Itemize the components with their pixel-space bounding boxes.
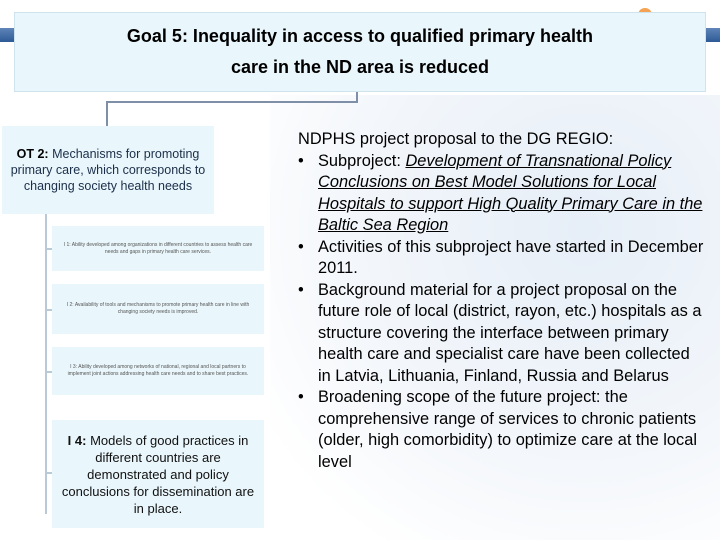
indicator-box-2 [52, 284, 264, 334]
connector-horizontal [106, 101, 358, 103]
ot-description: Mechanisms for promoting primary care, which corresponds to changing society health needs [10, 147, 206, 193]
bullet-text: Background material for a project proposal on the future role of local (district, rayon, etc.) hospitals as a structure covering the interface between primary health care and specialist care have been collected in Latvia, Lithuania, Finland, Russia and Belarus [318, 280, 702, 385]
indicator-text-3 [58, 364, 258, 378]
subproject-title: Development of Transnational Policy Conclusions on Best Model Solutions for Local Hospitals to support High Quality Primary Care in the Baltic Sea Region [318, 151, 703, 234]
proposal-heading: NDPHS project proposal to the DG REGIO: [298, 130, 614, 148]
indicator-label-2: I 2: [66, 302, 74, 308]
subproject-prefix: Subproject: [318, 151, 406, 170]
proposal-bullet-scope [296, 387, 706, 473]
ot-box [2, 126, 214, 214]
indicator-desc-1: Ability developed among organizations in different countries to assess health care needs and gaps in primary health care services. [71, 241, 253, 255]
bullet-text: Activities of this subproject have started in December 2011. [318, 237, 704, 277]
indicator-box-4 [52, 420, 264, 528]
bullet-icon: • [298, 388, 304, 406]
proposal-bullet-list [296, 151, 706, 474]
goal-title: Goal 5: Inequality in access to qualified primary health care in the ND area is reduced [126, 26, 594, 77]
indicator-label-4: I 4: [67, 432, 87, 448]
indicator-text-2 [58, 302, 258, 316]
branch-3 [45, 371, 52, 373]
bullet-icon: • [298, 237, 304, 256]
indicator-desc-4: Models of good practices in different countries are demonstrated and policy conclusions for dissemination are in place. [61, 432, 255, 516]
proposal-bullet-subproject [296, 151, 706, 237]
proposal-bullet-background [296, 280, 706, 388]
bullet-icon: • [298, 280, 304, 299]
proposal-bullet-activities [296, 237, 706, 280]
ot-text [6, 146, 210, 194]
indicator-box-1 [52, 226, 264, 271]
indicator-text-1 [58, 242, 258, 256]
indicator-box-3 [52, 347, 264, 395]
indicator-label-1: I 1: [63, 241, 71, 248]
indicator-text-4 [58, 432, 258, 517]
project-proposal-panel [296, 129, 706, 473]
indicator-label-3: I 3: [70, 364, 78, 370]
branch-1 [45, 248, 52, 250]
ot-label: OT 2: [16, 147, 49, 161]
indicator-desc-3: Ability developed among networks of national, regional and local partners to implement joint actions addressing health care needs and to share best practices. [67, 364, 249, 377]
indicator-tree-line [45, 214, 47, 514]
bullet-text: Broadening scope of the future project: the comprehensive range of services to chronic patients (older, high comorbidity) to optimize care at the local level [318, 388, 697, 471]
bullet-icon: • [298, 151, 304, 170]
indicator-desc-2: Availability of tools and mechanisms to promote primary health care in line with changing society needs is improved. [74, 302, 250, 315]
branch-4 [45, 472, 52, 474]
branch-2 [45, 309, 52, 311]
goal-box [14, 12, 706, 92]
connector-ot [106, 101, 108, 127]
